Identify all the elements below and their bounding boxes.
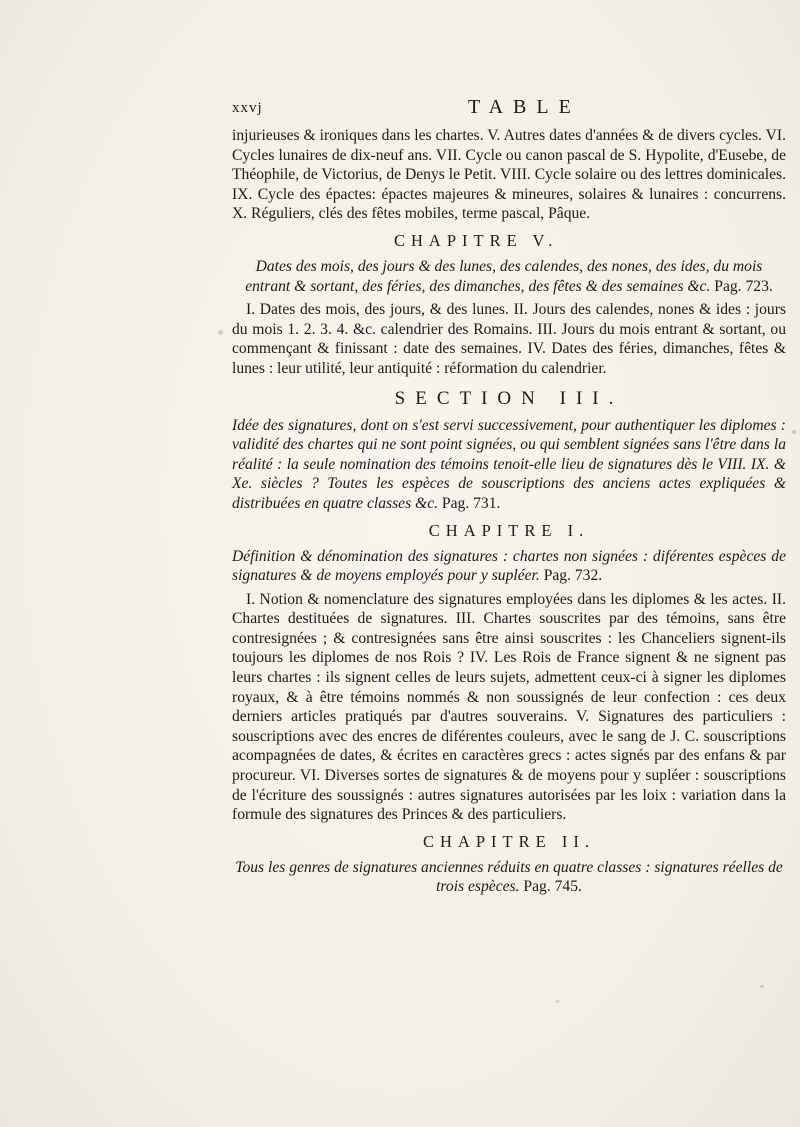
chapter-2-page-ref: Pag. 745. — [523, 878, 582, 896]
chapter-2-title: Tous les genres de signatures anciennes réduits en quatre classes : signatures réelles de trois espèces. — [235, 858, 783, 896]
running-title: TABLE — [468, 96, 581, 118]
section-3-summary — [232, 416, 786, 514]
section-3-heading: SECTION III. — [394, 387, 624, 409]
page-number: xxvj — [232, 100, 263, 116]
paper-speck — [556, 1000, 559, 1003]
paper-speck — [760, 985, 764, 988]
intro-paragraph: injurieuses & ironiques dans les chartes. V. Autres dates d'années & de divers cycles. VI. Cycles lunaires de dix-neuf ans. VII. Cycle ou canon pascal de S. Hypolite, d'Eusebe, de Théophile, de Victorius, de Denys le Petit. VIII. Cycle solaire ou des lettres dominicales. IX. Cycle des épactes: épactes majeures & mineures, solaires & lunaires : concurrens. X. Réguliers, clés des fêtes mobiles, terme pascal, Pâque. — [232, 127, 786, 223]
paper-speck — [218, 330, 223, 335]
chapter-1-summary — [232, 547, 786, 586]
chapter-1-contents: I. Notion & nomenclature des signatures employées dans les diplomes & les actes. II. Chartes destituées de signatures. III. Chartes souscrites par des témoins, sans être contresignées ; & contresignées sans être ainsi souscrites : les Chanceliers signent-ils toujours les diplomes de nos Rois ? IV. Les Rois de France signent & ne signent pas leurs chartes : ils signent celles de leurs sujets, admettent ceux-ci à signer les diplomes royaux, & à être témoins nommés & non soussignés de leur confection : ces deux derniers articles pratiqués par d'autres souverains. V. Signatures des particuliers : souscriptions avec des encres de diférentes couleurs, avec le sang de J. C. souscriptions acompagnées de dates, & écrites en caractères grecs : actes signés par des enfans & par procureur. VI. Diverses sortes de signatures & de moyens pour y supléer : souscriptions de l'écriture des soussignés : autres signatures autorisées par les loix : variation dans la formule des signatures des Princes & des particuliers. — [232, 590, 786, 824]
paper-speck — [792, 430, 796, 434]
chapter-5-heading: CHAPITRE V. — [394, 230, 559, 250]
chapter-5-summary — [232, 257, 786, 296]
section-3-title: Idée des signatures, dont on s'est servi successivement, pour authentiquer les diplomes : validité des chartes qui ne sont point signées, ou qui semblent signées sans l'être dans la réalité : la seule nomination des témoins tenoit-elle lieu de signatures dès le VIII. IX. & Xe. siècles ? Toutes les espèces de souscriptions des anciens actes expliquées & distribuées en quatre classes &c. — [232, 416, 786, 512]
chapter-2-heading: CHAPITRE II. — [423, 831, 595, 851]
chapter-1-heading: CHAPITRE I. — [428, 520, 590, 540]
chapter-5-contents: I. Dates des mois, des jours, & des lunes. II. Jours des calendes, nones & ides : jours du mois 1. 2. 3. 4. &c. calendrier des Romains. III. Jours du mois entrant & sortant, ou commençant & finissant : date des semaines. IV. Dates des féries, dimanches, fêtes & lunes : leur utilité, leur antiquité : réformation du calendrier. — [232, 301, 786, 377]
running-head — [232, 96, 792, 126]
chapter-1-title: Définition & dénomination des signatures : chartes non signées : diférentes espèces de signatures & de moyens employés pour y supléer. — [232, 547, 786, 585]
section-3-page-ref: Pag. 731. — [441, 494, 501, 512]
chapter-2-summary — [232, 858, 786, 897]
chapter-5-title: Dates des mois, des jours & des lunes, des calendes, des nones, des ides, du mois entrant & sortant, des féries, des dimanches, des fêtes & des semaines &c. — [245, 257, 763, 295]
text-block — [232, 126, 786, 897]
chapter-5-page-ref: Pag. 723. — [714, 277, 773, 295]
chapter-1-page-ref: Pag. 732. — [543, 567, 603, 585]
